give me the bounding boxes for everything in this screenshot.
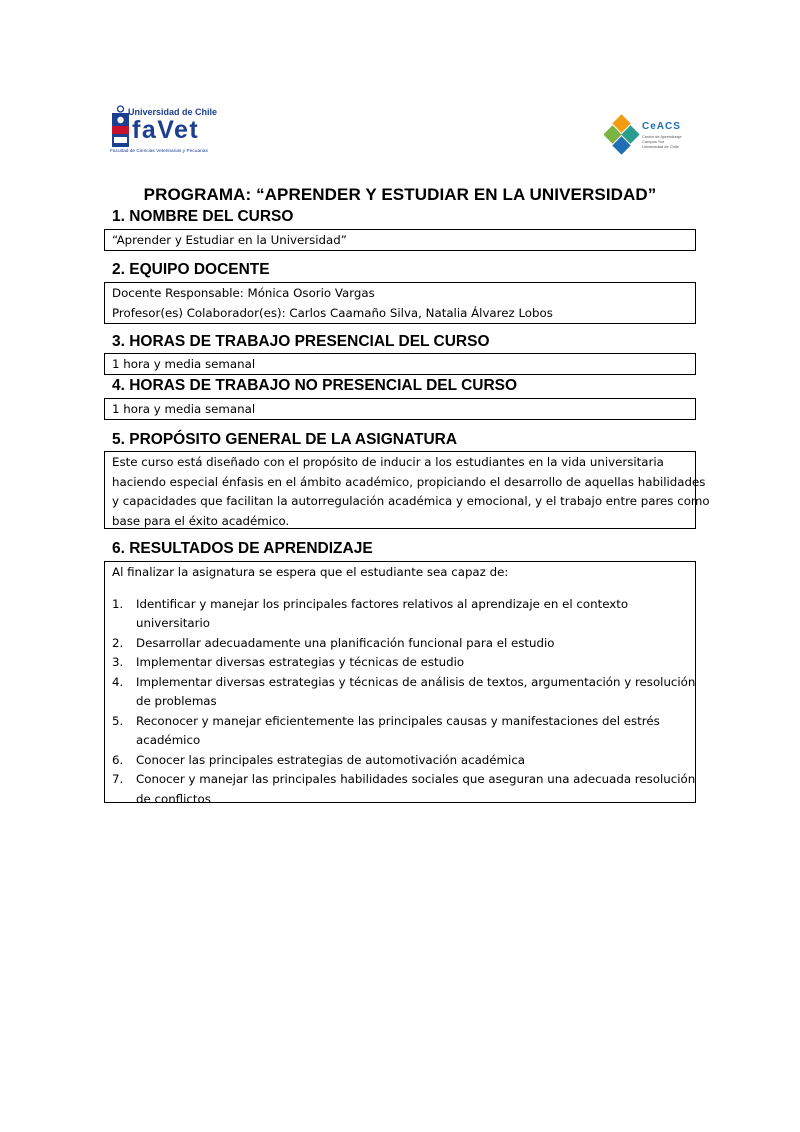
- collaborating-teachers: Profesor(es) Colaborador(es): Carlos Caamaño Silva, Natalia Álvarez Lobos: [112, 305, 553, 320]
- outcomes-intro: Al finalizar la asignatura se espera que el estudiante sea capaz de:: [112, 565, 509, 579]
- learning-outcomes-box: [104, 561, 696, 806]
- list-item: [112, 712, 688, 751]
- list-item: [112, 751, 688, 771]
- ceacs-subtitle-line: Campus Sur: [642, 139, 665, 144]
- ceacs-logo: [604, 114, 704, 164]
- list-item: [112, 673, 696, 712]
- favet-wordmark: faVet: [132, 116, 200, 144]
- teaching-team-box: [104, 282, 696, 324]
- shield-white: [114, 137, 127, 143]
- list-item-text: Identificar y manejar los principales factores relativos al aprendizaje en el contexto: [136, 596, 629, 611]
- non-in-person-hours-text: 1 hora y media semanal: [112, 402, 256, 416]
- shield-crest: [118, 106, 124, 112]
- non-in-person-hours-box: [104, 398, 696, 420]
- list-item-text: Conocer y manejar las principales habilidades sociales que aseguran una adecuada resolución: [136, 772, 696, 787]
- list-item-number: 5.: [112, 713, 124, 728]
- course-name-box: [104, 229, 696, 251]
- section-heading-in-person-hours: 3. HORAS DE TRABAJO PRESENCIAL DEL CURSO: [112, 333, 490, 350]
- section-heading-purpose: 5. PROPÓSITO GENERAL DE LA ASIGNATURA: [112, 431, 458, 448]
- outcomes-list: [112, 595, 696, 810]
- section-heading-non-in-person-hours: 4. HORAS DE TRABAJO NO PRESENCIAL DEL CURSO: [112, 377, 518, 394]
- course-name-text: “Aprender y Estudiar en la Universidad”: [112, 233, 347, 247]
- purpose-box: [104, 451, 710, 529]
- responsible-teacher: Docente Responsable: Mónica Osorio Vargas: [112, 286, 375, 300]
- ceacs-subtitle-line: Centro de Aprendizaje: [642, 134, 682, 139]
- list-item-text: Implementar diversas estrategias y técnicas de estudio: [136, 655, 465, 670]
- list-item-text: universitario: [136, 616, 210, 631]
- favet-logo: [110, 104, 230, 160]
- list-item-text: de conflictos: [136, 791, 211, 806]
- list-item: [112, 653, 688, 673]
- list-item-number: 2.: [112, 635, 124, 650]
- section-heading-learning-outcomes: 6. RESULTADOS DE APRENDIZAJE: [112, 540, 373, 557]
- page-title: PROGRAMA: “APRENDER Y ESTUDIAR EN LA UNIVERSIDAD”: [143, 185, 657, 204]
- shield-star: [117, 117, 123, 123]
- university-name: Universidad de Chile: [128, 107, 218, 117]
- ceacs-subtitle: [642, 134, 682, 149]
- purpose-line: Este curso está diseñado con el propósito de inducir a los estudiantes en la vida universitaria: [112, 455, 664, 469]
- list-item-text: Implementar diversas estrategias y técnicas de análisis de textos, argumentación y resolución: [136, 674, 696, 689]
- list-item-text: de problemas: [136, 694, 217, 709]
- list-item-text: Conocer las principales estrategias de automotivación académica: [136, 752, 526, 767]
- section-heading-course-name: 1. NOMBRE DEL CURSO: [112, 208, 294, 225]
- list-item-text: académico: [136, 733, 201, 748]
- section-heading-teaching-team: 2. EQUIPO DOCENTE: [112, 261, 270, 278]
- list-item-number: 1.: [112, 596, 124, 611]
- list-item-number: 6.: [112, 752, 124, 767]
- purpose-line: base para el éxito académico.: [112, 513, 290, 528]
- list-item: [112, 634, 688, 654]
- shield-red: [112, 126, 129, 134]
- list-item-number: 7.: [112, 772, 124, 787]
- list-item: [112, 595, 688, 634]
- list-item: [112, 770, 696, 809]
- list-item-text: Reconocer y manejar eficientemente las principales causas y manifestaciones del estrés: [136, 713, 660, 728]
- in-person-hours-box: [104, 353, 696, 375]
- favet-subtitle: Facultad de Ciencias Veterinarias y Pecuarias: [110, 149, 208, 154]
- list-item-number: 3.: [112, 655, 124, 670]
- ceacs-diamond-icon: [604, 114, 644, 164]
- purpose-line: y capacidades que facilitan la autorregulación académica y emocional, y el trabajo entre pares como: [112, 494, 710, 509]
- in-person-hours-text: 1 hora y media semanal: [112, 357, 256, 371]
- list-item-text: Desarrollar adecuadamente una planificación funcional para el estudio: [136, 635, 555, 650]
- ceacs-wordmark: CeACS: [642, 121, 681, 132]
- list-item-number: 4.: [112, 674, 124, 689]
- purpose-line: haciendo especial énfasis en el ámbito académico, propiciando el desarrollo de aquellas habilidades: [112, 474, 706, 489]
- ceacs-subtitle-line: Universidad de Chile: [642, 144, 679, 149]
